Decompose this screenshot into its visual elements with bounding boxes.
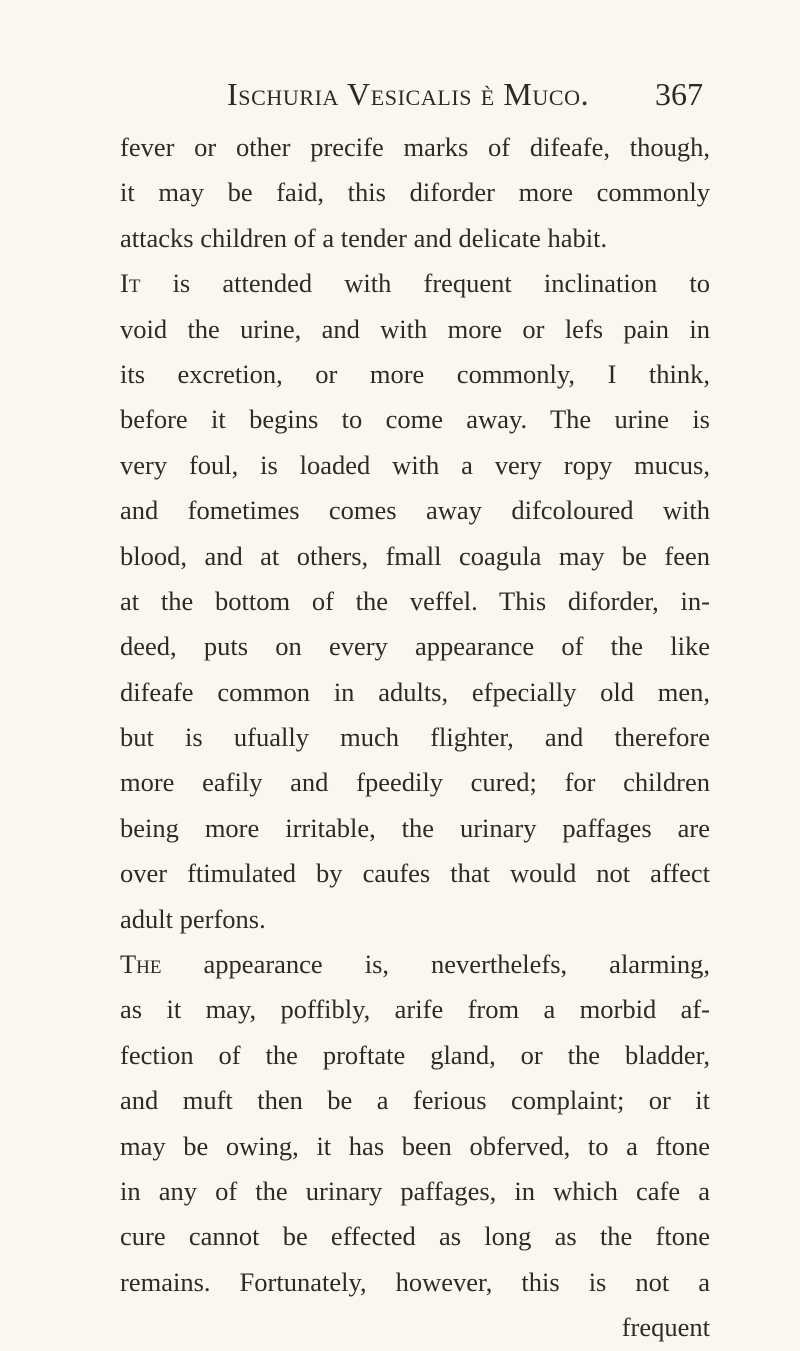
paragraph-initial-word: The <box>120 949 162 980</box>
text-line: and fometimes comes away difcoloured with <box>120 495 710 526</box>
body-text <box>120 125 710 1351</box>
paragraph-initial-word: It <box>120 268 141 299</box>
text-line: and muft then be a ferious complaint; or it <box>120 1085 710 1116</box>
catchword: frequent <box>621 1312 710 1343</box>
text-line: may be owing, it has been obferved, to a ftone <box>120 1130 710 1161</box>
text-line: as it may, poffibly, arife from a morbid af- <box>120 994 710 1025</box>
text-line: at the bottom of the veffel. This diforder, in- <box>120 585 710 616</box>
text-line: deed, puts on every appearance of the like <box>120 631 710 662</box>
text-line: fever or other precife marks of difeafe, though, <box>120 132 710 162</box>
text-line: adult perfons. <box>120 903 266 934</box>
running-head <box>0 76 800 120</box>
text-line: but is ufually much flighter, and therefore <box>120 722 710 753</box>
text-line: remains. Fortunately, however, this is not a <box>120 1266 710 1297</box>
text-line: before it begins to come away. The urine is <box>120 404 710 435</box>
text-line: more eafily and fpeedily cured; for children <box>120 767 710 798</box>
text-line: over ftimulated by caufes that would not affect <box>120 858 710 889</box>
text-line: in any of the urinary paffages, in which cafe a <box>120 1175 710 1206</box>
paragraph-start-line: The appearance is, neverthelefs, alarming, <box>120 949 710 980</box>
text-line: cure cannot be effected as long as the ftone <box>120 1221 710 1252</box>
text-line: attacks children of a tender and delicate habit. <box>120 222 608 253</box>
running-title: Ischuria Vesicalis è Muco. <box>227 76 590 112</box>
text-line: difeafe common in adults, efpecially old men, <box>120 676 710 707</box>
text-line: being more irritable, the urinary paffages are <box>120 812 710 843</box>
paragraph-start-line: It is attended with frequent inclination to <box>120 268 710 299</box>
text-line: fection of the proftate gland, or the bladder, <box>120 1039 710 1070</box>
text-line: it may be faid, this diforder more commonly <box>120 177 710 208</box>
page-number: 367 <box>655 76 703 112</box>
text-line: void the urine, and with more or lefs pain in <box>120 313 710 344</box>
text-line: blood, and at others, fmall coagula may be feen <box>120 540 710 571</box>
text-line: its excretion, or more commonly, I think, <box>120 358 710 389</box>
text-line: very foul, is loaded with a very ropy mucus, <box>120 449 710 480</box>
